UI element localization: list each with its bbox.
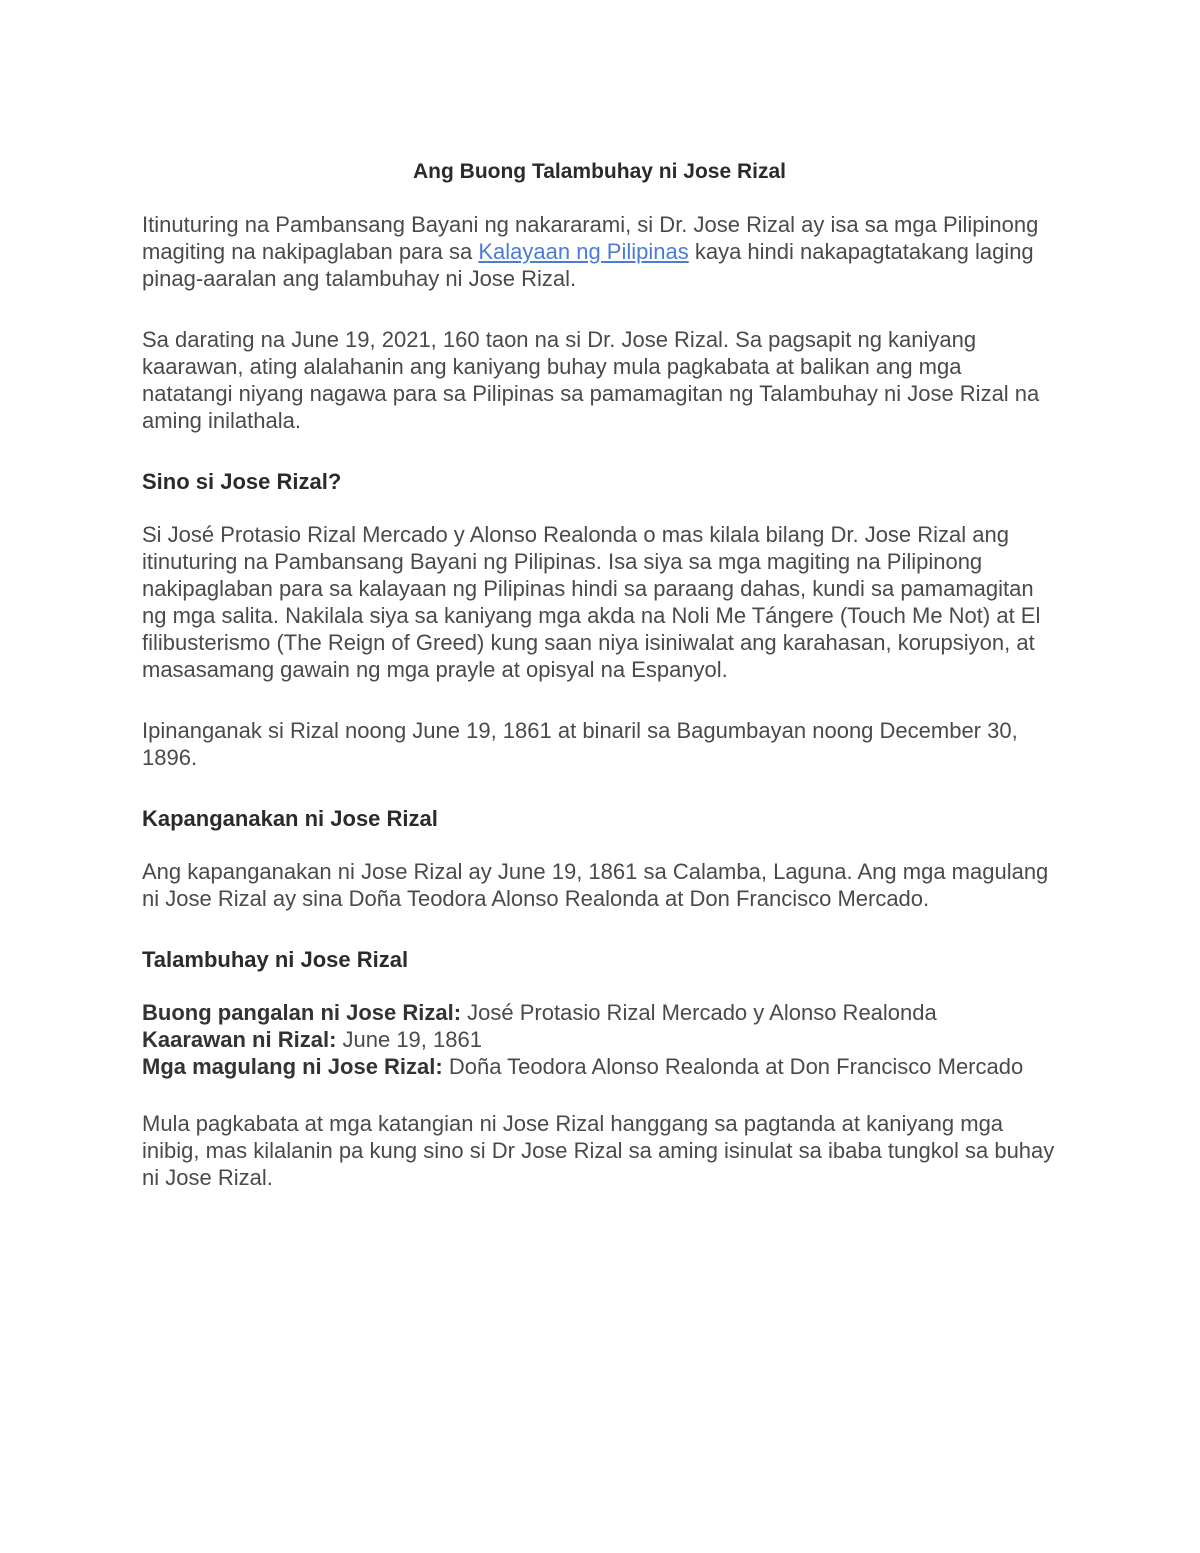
intro-paragraph: [142, 211, 1057, 292]
field-value: June 19, 1861: [336, 1027, 482, 1052]
intro-text-before: Itinuturing na Pambansang Bayani ng nakararami, si Dr. Jose Rizal ay isa sa mga Pilipinong magiting na nakipaglaban para sa: [142, 212, 1039, 264]
document-page: [142, 158, 1057, 1225]
field-parents: [142, 1053, 1057, 1080]
biography-fields: [142, 999, 1057, 1080]
kapanganakan-paragraph: Ang kapanganakan ni Jose Rizal ay June 19, 1861 sa Calamba, Laguna. Ang mga magulang ni Jose Rizal ay sina Doña Teodora Alonso Realonda at Don Francisco Mercado.: [142, 859, 1049, 911]
field-value: José Protasio Rizal Mercado y Alonso Realonda: [461, 1000, 937, 1025]
intro-text-after: kaya hindi nakapagtatakang laging pinag-aaralan ang talambuhay ni Jose Rizal.: [142, 239, 1034, 291]
field-full-name: [142, 999, 1057, 1026]
heading-kapanganakan: Kapanganakan ni Jose Rizal: [142, 806, 438, 831]
heading-talambuhay: Talambuhay ni Jose Rizal: [142, 947, 409, 972]
sino-paragraph-2: Ipinanganak si Rizal noong June 19, 1861 at binaril sa Bagumbayan noong December 30, 1896.: [142, 718, 1018, 770]
kalayaan-link[interactable]: Kalayaan ng Pilipinas: [478, 239, 689, 264]
birthday-paragraph: Sa darating na June 19, 2021, 160 taon na si Dr. Jose Rizal. Sa pagsapit ng kaniyang kaarawan, ating alalahanin ang kaniyang buhay mula pagkabata at balikan ang mga natatangi niyang nagawa para sa Pilipinas sa pamamagitan ng Talambuhay ni Jose Rizal na aming inilathala.: [142, 327, 1040, 433]
field-label: Mga magulang ni Jose Rizal:: [142, 1054, 443, 1079]
heading-sino-si-jose-rizal: Sino si Jose Rizal?: [142, 469, 342, 494]
field-label: Kaarawan ni Rizal:: [142, 1027, 337, 1052]
sino-paragraph-1: Si José Protasio Rizal Mercado y Alonso Realonda o mas kilala bilang Dr. Jose Rizal ang itinuturing na Pambansang Bayani ng Pilipinas. Isa siya sa mga magiting na Pilipinong nakipaglaban para sa kalayaan ng Pilipinas hindi sa paraang dahas, kundi sa pamamagitan ng mga salita. Nakilala siya sa kaniyang mga akda na Noli Me Tángere (Touch Me Not) at El filibusterismo (The Reign of Greed) kung saan niya isiniwalat ang karahasan, korupsiyon, at masasamang gawain ng mga prayle at opisyal na Espanyol.: [142, 522, 1041, 682]
closing-paragraph: Mula pagkabata at mga katangian ni Jose Rizal hanggang sa pagtanda at kaniyang mga inibig, mas kilalanin pa kung sino si Dr Jose Rizal sa aming isinulat sa ibaba tungkol sa buhay ni Jose Rizal.: [142, 1111, 1055, 1190]
field-value: Doña Teodora Alonso Realonda at Don Francisco Mercado: [442, 1054, 1024, 1079]
document-title: Ang Buong Talambuhay ni Jose Rizal: [413, 160, 786, 183]
field-label: Buong pangalan ni Jose Rizal:: [142, 1000, 462, 1025]
field-birthday: [142, 1026, 1057, 1053]
